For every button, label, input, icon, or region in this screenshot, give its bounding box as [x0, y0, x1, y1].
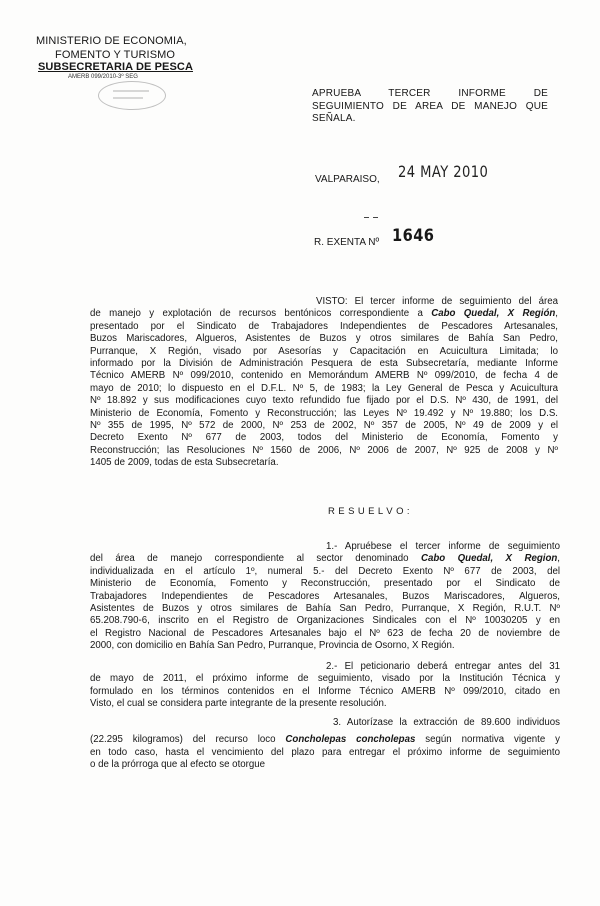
text-segment: de manejo y explotación de recursos bentónicos correspondiente a [90, 308, 432, 320]
text-segment: 1.- Apruébese el tercer informe de seguimiento [326, 541, 560, 552]
visto-line [90, 383, 558, 395]
text-segment: Asistentes de Buzos y otros similares de Bahía San Pedro, Purranque, X Región, R.U.T. Nº [90, 603, 560, 615]
text-segment: formulado en los términos contenidos en el Informe Técnico AMERB Nº 099/2010, citado en [90, 685, 560, 697]
text-segment: Ministerio de Economía, Fomento y Reconstrucción; las Leyes Nº 19.492 y Nº 19.880; los D.S. [90, 407, 558, 419]
ink-mark [364, 217, 369, 218]
emphasized-text: Concholepas concholepas [285, 734, 416, 746]
article-3-line [90, 717, 560, 729]
visto-line [90, 445, 558, 457]
article-2 [90, 661, 560, 711]
article-1-line [90, 591, 560, 603]
text-segment: del área de manejo correspondiente al sector denominado [90, 553, 421, 565]
text-segment: (22.295 kilogramos) del recurso loco [90, 734, 286, 746]
text-segment: , [555, 308, 558, 320]
article-1-line [90, 640, 560, 652]
subject-title-line [312, 113, 548, 126]
article-2-line [90, 686, 560, 698]
article-3-line [90, 734, 560, 746]
text-segment: Trabajadores Independientes de Pescadores Artesanales, Buzos Mariscadores, Algueros, [90, 590, 560, 602]
emphasized-text: Cabo Quedal, X Región [431, 308, 556, 320]
visto-line [90, 333, 558, 345]
text-segment: 3. Autorízase la extracción de 89.600 individuos [333, 717, 560, 728]
visto-line [90, 321, 558, 333]
text-segment: VISTO: El tercer informe de seguimiento del área [316, 296, 558, 307]
received-stamp [98, 81, 166, 110]
visto-line [90, 346, 558, 358]
text-segment: Visto, el cual se considera parte integrante de la presente resolución. [90, 698, 387, 710]
article-1-line [90, 566, 560, 578]
text-segment: informado por la División de Administración Pesquera de esta Subsecretaría, mediante Informe [90, 358, 558, 370]
text-segment: SEGUIMIENTO DE AREA DE MANEJO QUE [312, 100, 548, 112]
ministry-name-line2: FOMENTO Y TURISMO [55, 49, 176, 61]
ministry-name: MINISTERIO DE ECONOMIA, [36, 35, 187, 47]
visto-line [90, 370, 558, 382]
subject-title [312, 88, 548, 126]
text-segment: 1405 de 2009, todas de esta Subsecretaría. [90, 457, 279, 469]
visto-line [90, 408, 558, 420]
text-segment: , [557, 553, 560, 565]
text-segment: Nº 355 de 1995, Nº 572 de 2000, Nº 253 de 2002, Nº 357 de 2005, Nº 49 de 2009 y el [90, 420, 558, 432]
text-segment: según normativa vigente y [415, 734, 560, 746]
date-stamp: 24 MAY 2010 [398, 162, 489, 181]
article-2-line [90, 661, 560, 673]
text-segment: Técnico AMERB Nº 099/2010, contenido en Memorándum AMERB Nº 099/2010, de fecha 4 de [90, 370, 558, 382]
subsecretaria-name: SUBSECRETARIA DE PESCA [38, 61, 193, 73]
text-segment: de mayo de 2011, el próximo informe de seguimiento, visado por la Institución Técnica y [90, 673, 560, 685]
visto-line [90, 420, 558, 432]
text-segment: Decreto Exento Nº 677 de 2003, todos del Ministerio de Economía, Fomento y [90, 432, 558, 444]
text-segment: presentado por el Sindicato de Trabajadores Independientes de Pescadores Artesanales, [90, 320, 558, 332]
subject-title-line [312, 101, 548, 114]
article-1-line [90, 578, 560, 590]
visto-line [90, 457, 558, 469]
reference-code: AMERB 099/2010-3º SEG [68, 74, 138, 80]
text-segment: Nº 18.892 y sus modificaciones cuyo texto refundido fue fijado por el D.S. Nº 430, de 1991, del [90, 395, 558, 407]
emphasized-text: Cabo Quedal, X Region [420, 553, 558, 565]
text-segment: 2.- El peticionario deberá entregar antes del 31 [326, 661, 560, 672]
article-3-line [90, 759, 560, 771]
text-segment: Ministerio de Economía, Fomento y Reconstrucción, presentado por el Sindicato de [90, 578, 560, 590]
article-1-line [90, 541, 560, 553]
article-2-line [90, 673, 560, 685]
text-segment: Reconstrucción; las Resoluciones Nº 1560 de 2006, Nº 2006 de 2007, Nº 925 de 2008 y Nº [90, 444, 558, 456]
text-segment: individualizada en el artículo 1º, numeral 5.- del Decreto Exento Nº 677 de 2003, del [90, 565, 560, 577]
visto-line [90, 296, 558, 308]
visto-paragraph [90, 296, 558, 470]
article-1 [90, 541, 560, 653]
resolution-number: 1646 [392, 226, 435, 246]
resolution-label: R. EXENTA Nº [314, 237, 380, 248]
subject-title-line [312, 88, 548, 101]
article-1-line [90, 628, 560, 640]
text-segment: el Registro Nacional de Pescadores Artesanales bajo el Nº 623 de fecha 20 de noviembre de [90, 627, 560, 639]
text-segment: 65.208.790-6, inscrito en el Registro de Organizaciones Sindicales con el Nº 10030205 y en [90, 615, 560, 627]
article-3-line [90, 747, 560, 759]
article-2-line [90, 698, 560, 710]
article-1-line [90, 615, 560, 627]
text-segment: 2000, con domicilio en Bahía San Pedro, Purranque, Provincia de Osorno, X Región. [90, 640, 455, 652]
resuelvo-heading: R E S U E L V O : [328, 506, 410, 517]
place-label: VALPARAISO, [315, 174, 380, 185]
text-segment: SEÑALA. [312, 113, 356, 125]
article-1-line [90, 603, 560, 615]
visto-line [90, 308, 558, 320]
text-segment: Purranque, X Región, visado por Asesorías y Capacitación en Acuicultura Limitada; lo [90, 345, 558, 357]
text-segment: o de la prórroga que al efecto se otorgue [90, 759, 266, 771]
ink-mark [373, 217, 378, 218]
text-segment: Buzos Mariscadores, Algueros, Asistentes de Buzos y otros similares de Bahía San Pedro, [90, 333, 558, 345]
article-3 [90, 717, 560, 772]
article-1-line [90, 553, 560, 565]
text-segment: APRUEBA TERCER INFORME DE [312, 88, 548, 99]
visto-line [90, 358, 558, 370]
visto-line [90, 395, 558, 407]
text-segment: mayo de 2010; lo dispuesto en el D.F.L. Nº 5, de 1983; la Ley General de Pesca y Acuicultura [90, 382, 558, 394]
text-segment: en todo caso, hasta el vencimiento del plazo para entregar el próximo informe de seguimiento [90, 746, 560, 758]
visto-line [90, 432, 558, 444]
